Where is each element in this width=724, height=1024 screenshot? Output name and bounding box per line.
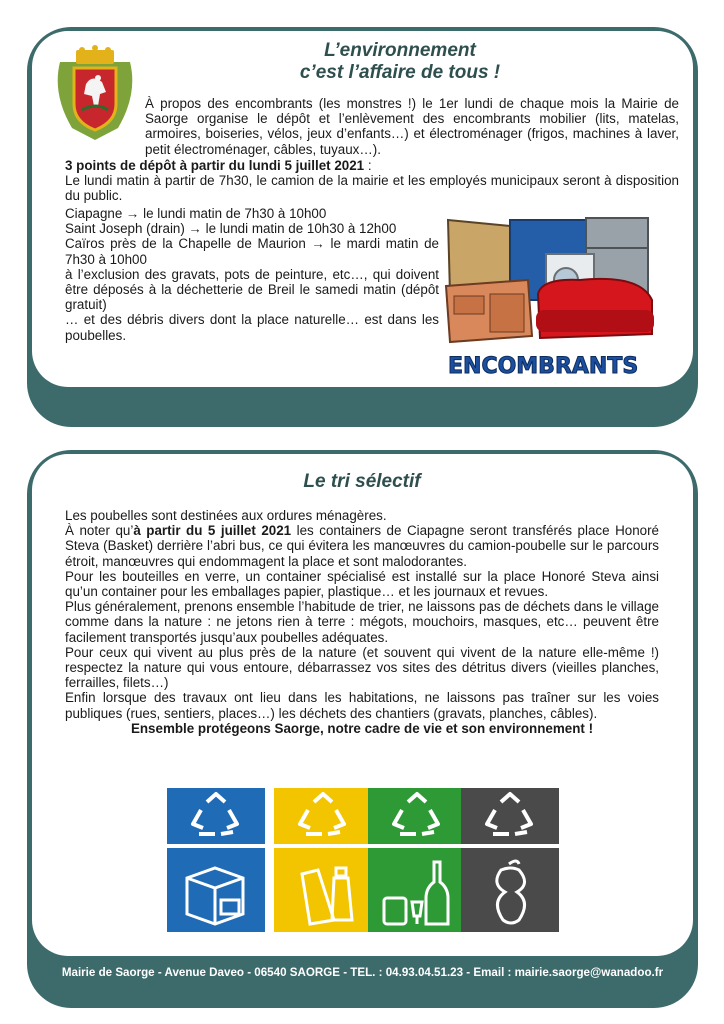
sorting-text [65,508,659,736]
recycling-bin-paper-cardboard [167,788,265,932]
saint-joseph-line: Saint Joseph (drain) → le lundi matin de 10h30 à 12h00 [65,221,397,237]
cairos-line: Caïros près de la Chapelle de Maurion → le mardi matin de 7h30 à 10h00 [65,236,439,267]
paper-cardboard-icon [167,848,265,932]
recycle-icon [368,788,466,844]
nature-line: Pour ceux qui vivent au plus près de la nature (et souvent qui vivent de la nature elle-même !) respectez la nature qui vous entoure, débarrassez vos sites des détritus divers (vieilles planches, ferrailles, filets…) [65,644,659,691]
environment-title: L’environnement c’est l’affaire de tous ! [299,40,501,83]
recycling-bin-plastic-packaging [274,788,372,932]
bins-purpose-line: Les poubelles sont destinées aux ordures ménagères. [65,508,387,523]
recycling-bin-glass [368,788,466,932]
recycle-icon [461,788,559,844]
encombrants-label: ENCOMBRANTS [448,354,639,379]
ciapagne-line: Ciapagne → le lundi matin de 7h30 à 10h00 [65,206,327,221]
points-heading: 3 points de dépôt à partir du lundi 5 juillet 2021 [65,158,365,173]
points-heading-suffix: : [364,158,372,173]
general-sorting-line: Plus généralement, prenons ensemble l’habitude de trier, ne laissons pas de déchets dans le village comme dans la nature : ne jetons rien à terre : mégots, mouchoirs, masques, etc… peuvent être facilement transportés jusqu’aux poubelles adéquates. [65,599,659,645]
glass-icon [368,848,466,932]
recycling-bin-organic [461,788,559,932]
coat-of-arms-icon [52,44,138,144]
organic-icon [461,848,559,932]
container-move-note: À noter qu’à partir du 5 juillet 2021 les containers de Ciapagne seront transférés place Honoré Steva (Basket) derrière l’abri bus, ce qui évitera les manœuvres du camion-poubelle sur le parcours étroit, manœuvres qui endommagent la place et sont malodorantes. [65,523,659,569]
plastic-packaging-icon [274,848,372,932]
recycle-icon [274,788,372,844]
construction-works-line: Enfin lorsque des travaux ont lieu dans les habitations, ne laissons pas traîner sur les voies publiques (rues, sentiers, places…) les déchets des chantiers (gravats, planches, câbles). [65,690,659,721]
monday-line: Le lundi matin à partir de 7h30, le camion de la mairie et les employés municipaux seront à disposition du public. [65,173,679,204]
debris-line: … et des débris divers dont la place naturelle… est dans les poubelles. [65,312,439,343]
closing-line: Ensemble protégeons Saorge, notre cadre de vie et son environnement ! [130,720,594,736]
recycle-icon [167,788,265,844]
footer-contact: Mairie de Saorge - Avenue Daveo - 06540 SAORGE - TEL. : 04.93.04.51.23 - Email : mairie.saorge@wanadoo.fr [61,966,664,979]
encombrants-intro: À propos des encombrants (les monstres !) le 1er lundi de chaque mois la Mairie de Saorge organise le dépôt et l’enlèvement des encombrants mobilier (lits, matelas, armoires, boiseries, vélos, jeux d’enfants…) et électroménager (frigos, machines à laver, petit électroménager, câbles, tuyaux…). [145,96,679,157]
encombrants-illustration [440,214,655,384]
glass-bottles-line: Pour les bouteilles en verre, un container spécialisé est installé sur la place Honoré Steva ainsi qu’un container pour les emballages papier, plastique… et les journaux et revues. [65,568,659,600]
sorting-title: Le tri sélectif [303,471,421,492]
exclusion-line: à l’exclusion des gravats, pots de peinture, etc…, qui doivent être déposés à la déchetterie de Breil le samedi matin (dépôt gratuit) [65,266,439,313]
collection-points [65,158,679,204]
collection-schedule [65,206,439,343]
